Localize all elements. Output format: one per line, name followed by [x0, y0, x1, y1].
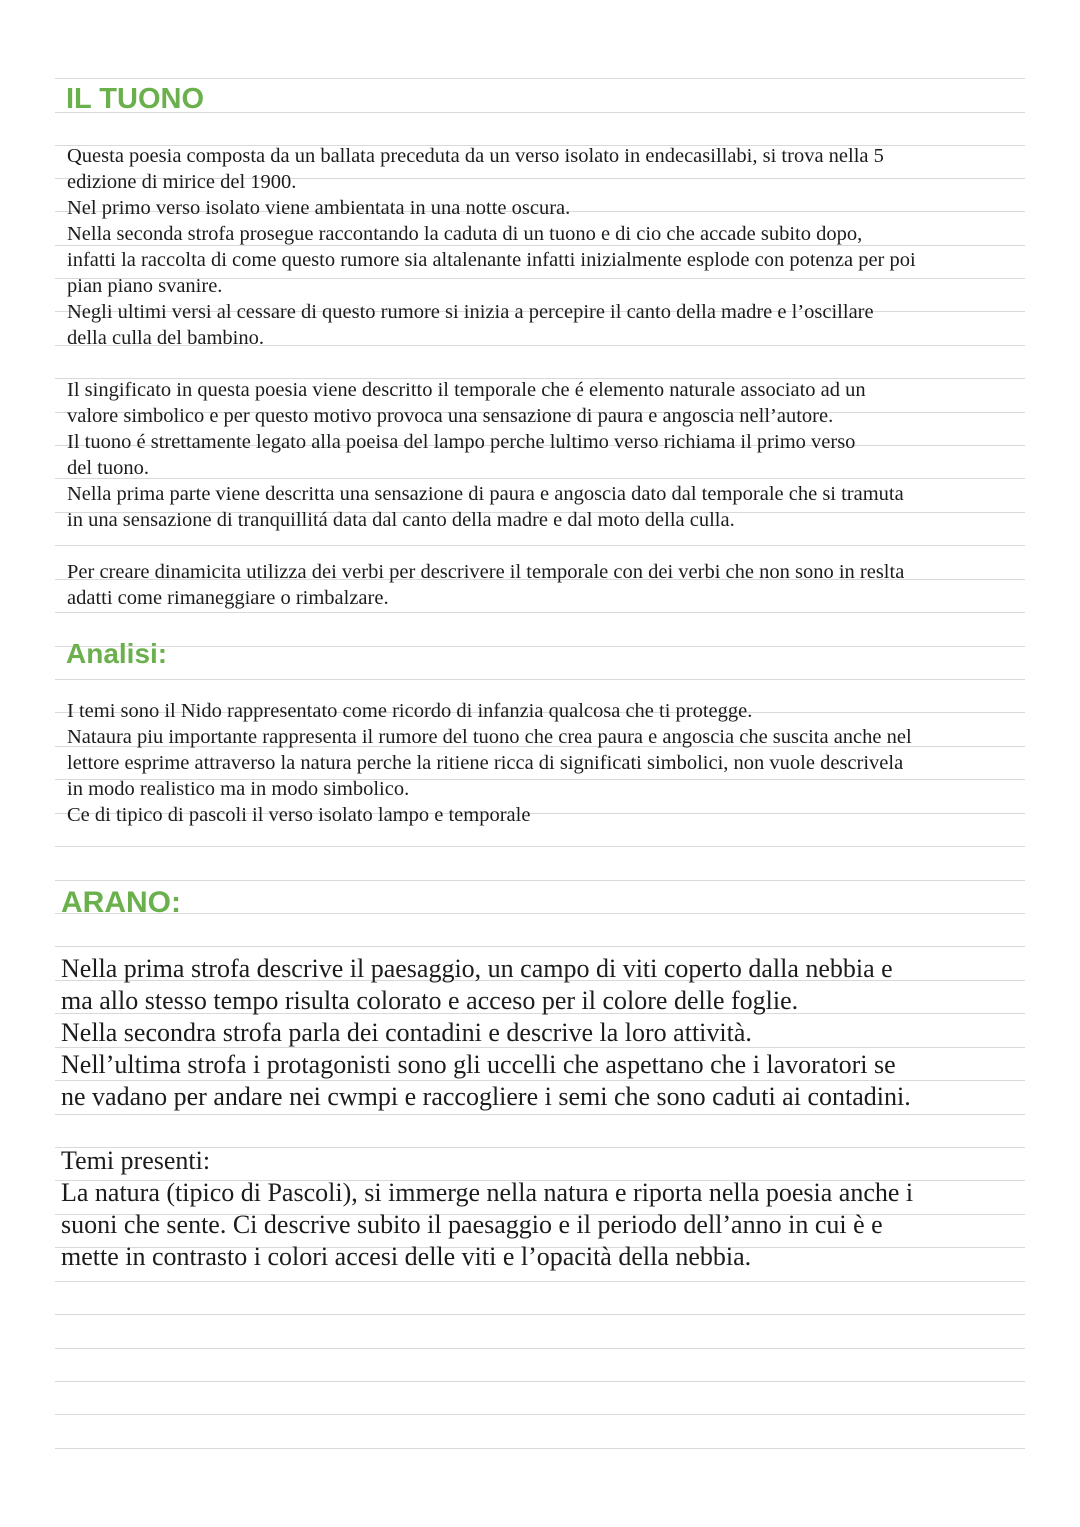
paragraph-line: mette in contrasto i colori accesi delle viti e l’opacità della nebbia. [61, 1242, 752, 1271]
rule-line [55, 78, 1025, 79]
rule-line [55, 1381, 1025, 1382]
heading-analisi: Analisi: [66, 638, 168, 669]
paragraph-line: La natura (tipico di Pascoli), si immerge nella natura e riporta nella poesia anche i [61, 1178, 914, 1207]
heading-arano: ARANO: [61, 886, 181, 919]
rule-line [55, 478, 1025, 479]
paragraph-line: adatti come rimaneggiare o rimbalzare. [67, 587, 389, 609]
paragraph-line: Nella secondra strofa parla dei contadini e descrive la loro attività. [61, 1018, 752, 1047]
rule-line [55, 913, 1025, 914]
paragraph-line: Nella seconda strofa prosegue raccontando la caduta di un tuono e di cio che accade subito dopo, [67, 223, 863, 245]
rule-line [55, 1348, 1025, 1349]
heading-il-tuono: IL TUONO [66, 83, 205, 115]
paragraph-line: lettore esprime attraverso la natura perche la ritiene ricca di significati simbolici, non vuole descrivela [67, 752, 904, 774]
rule-line [55, 846, 1025, 847]
paragraph-line: in modo realistico ma in modo simbolico. [67, 778, 410, 800]
paragraph-line: Negli ultimi versi al cessare di questo rumore si inizia a percepire il canto della madre e l’oscillare [67, 301, 874, 323]
paragraph-line: Temi presenti: [61, 1146, 211, 1175]
paragraph-line: del tuono. [67, 457, 149, 479]
paragraph-line: ma allo stesso tempo risulta colorato e acceso per il colore delle foglie. [61, 986, 799, 1015]
paragraph-line: della culla del bambino. [67, 327, 264, 349]
paragraph-line: Per creare dinamicita utilizza dei verbi per descrivere il temporale con dei verbi che non sono in reslta [67, 561, 905, 583]
paragraph-line: valore simbolico e per questo motivo provoca una sensazione di paura e angoscia nell’autore. [67, 405, 834, 427]
paragraph-line: Il singificato in questa poesia viene descritto il temporale che é elemento naturale associato ad un [67, 379, 866, 401]
rule-line [55, 679, 1025, 680]
paragraph-line: Nell’ultima strofa i protagonisti sono gli uccelli che aspettano che i lavoratori se [61, 1050, 896, 1079]
paragraph-line: Nataura piu importante rappresenta il rumore del tuono che crea paura e angoscia che suscita anche nel [67, 726, 912, 748]
rule-line [55, 880, 1025, 881]
paragraph-line: Nella prima parte viene descritta una sensazione di paura e angoscia dato dal temporale che si tramuta [67, 483, 904, 505]
paragraph-line: ne vadano per andare nei cwmpi e raccogliere i semi che sono caduti ai contadini. [61, 1082, 911, 1111]
paragraph-line: pian piano svanire. [67, 275, 223, 297]
rule-line [55, 646, 1025, 647]
rule-line [55, 612, 1025, 613]
paragraph-line: Nella prima strofa descrive il paesaggio, un campo di viti coperto dalla nebbia e [61, 954, 893, 983]
rule-line [55, 1314, 1025, 1315]
rule-line [55, 1114, 1025, 1115]
paragraph-line: suoni che sente. Ci descrive subito il paesaggio e il periodo dell’anno in cui è e [61, 1210, 883, 1239]
paragraph-line: Il tuono é strettamente legato alla poeisa del lampo perche lultimo verso richiama il primo verso [67, 431, 856, 453]
rule-line [55, 545, 1025, 546]
rule-line [55, 1414, 1025, 1415]
paragraph-line: infatti la raccolta di come questo rumore sia altalenante infatti inizialmente esplode con potenza per poi [67, 249, 916, 271]
rule-line [55, 1448, 1025, 1449]
paragraph-line: Questa poesia composta da un ballata preceduta da un verso isolato in endecasillabi, si trova nella 5 [67, 145, 884, 167]
paragraph-line: Nel primo verso isolato viene ambientata in una notte oscura. [67, 197, 571, 219]
paragraph-line: in una sensazione di tranquillitá data dal canto della madre e dal moto della culla. [67, 509, 735, 531]
rule-line [55, 1281, 1025, 1282]
paragraph-line: edizione di mirice del 1900. [67, 171, 297, 193]
rule-line [55, 946, 1025, 947]
paragraph-line: I temi sono il Nido rappresentato come ricordo di infanzia qualcosa che ti protegge. [67, 700, 753, 722]
paragraph-line: Ce di tipico di pascoli il verso isolato lampo e temporale [67, 804, 531, 826]
